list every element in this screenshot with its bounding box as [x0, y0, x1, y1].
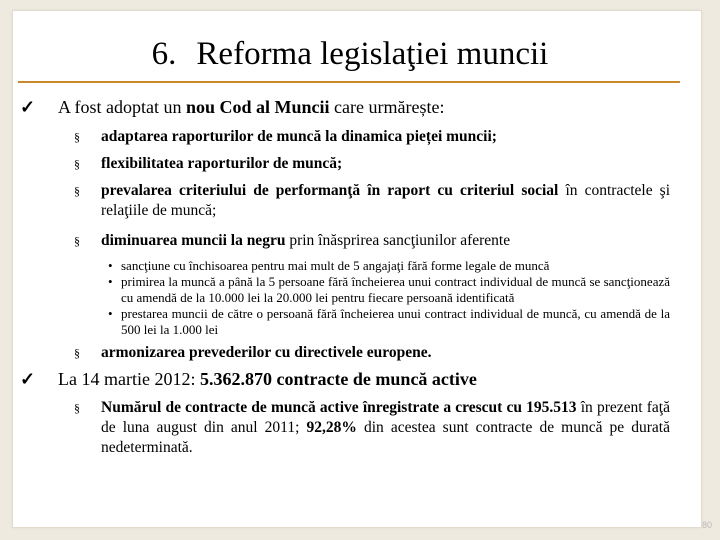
bullet-icon: • — [108, 306, 113, 321]
sub-list-item: • prestarea muncii de către o persoană fără încheierea unui contract individual de muncă, cu amendă de la 500 lei la 1.000 lei — [108, 306, 670, 337]
section-2-heading: ✓ La 14 martie 2012: 5.362.870 contracte de muncă active — [20, 369, 477, 389]
list-item: § Numărul de contracte de muncă active înregistrate a crescut cu 195.513 în prezent faţă de luna august din anul 2011; 92,28% din acestea sunt contracte de muncă pe durată nedeterminată. — [74, 399, 670, 456]
square-bullet-icon: § — [74, 130, 80, 144]
title-divider — [18, 81, 680, 83]
square-bullet-icon: § — [74, 234, 80, 248]
square-bullet-icon: § — [74, 401, 80, 415]
list-item: § diminuarea muncii la negru prin înăsprirea sancţiunilor aferente — [74, 232, 511, 249]
bullet-icon: • — [108, 258, 113, 273]
list-item: § flexibilitatea raporturilor de muncă; — [74, 155, 343, 172]
square-bullet-icon: § — [74, 184, 80, 198]
bullet-icon: • — [108, 274, 113, 289]
list-item: § armonizarea prevederilor cu directivele europene. — [74, 344, 432, 361]
list-item: § adaptarea raporturilor de muncă la dinamica pieței muncii; — [74, 128, 497, 145]
sub-list-item: • sancţiune cu închisoarea pentru mai mult de 5 angajaţi fără forme legale de muncă — [108, 258, 550, 273]
slide-content — [20, 96, 670, 458]
sub-list-item: • primirea la muncă a până la 5 persoane fără încheierea unui contract individual de muncă se sancţionează cu amendă de la 10.000 lei la 20.000 lei pentru fiecare persoană identificată — [108, 274, 670, 305]
square-bullet-icon: § — [74, 346, 80, 360]
square-bullet-icon: § — [74, 157, 80, 171]
section-1-heading: ✓ A fost adoptat un nou Cod al Muncii care urmărește: — [20, 97, 445, 117]
active-contracts-count: 5.362.870 contracte de muncă active — [199, 369, 477, 389]
title-text: Reforma legislaţiei muncii — [196, 36, 549, 72]
list-item: § prevalarea criteriului de performanţă în raport cu criteriul social în contractele şi relaţiile de muncă; — [74, 182, 671, 219]
new-labor-code: nou Cod al Muncii — [186, 97, 330, 117]
page-title — [0, 34, 700, 74]
check-icon: ✓ — [20, 369, 36, 389]
title-number: 6. — [151, 36, 177, 72]
check-icon: ✓ — [20, 97, 36, 117]
page-number: 80 — [701, 520, 712, 530]
